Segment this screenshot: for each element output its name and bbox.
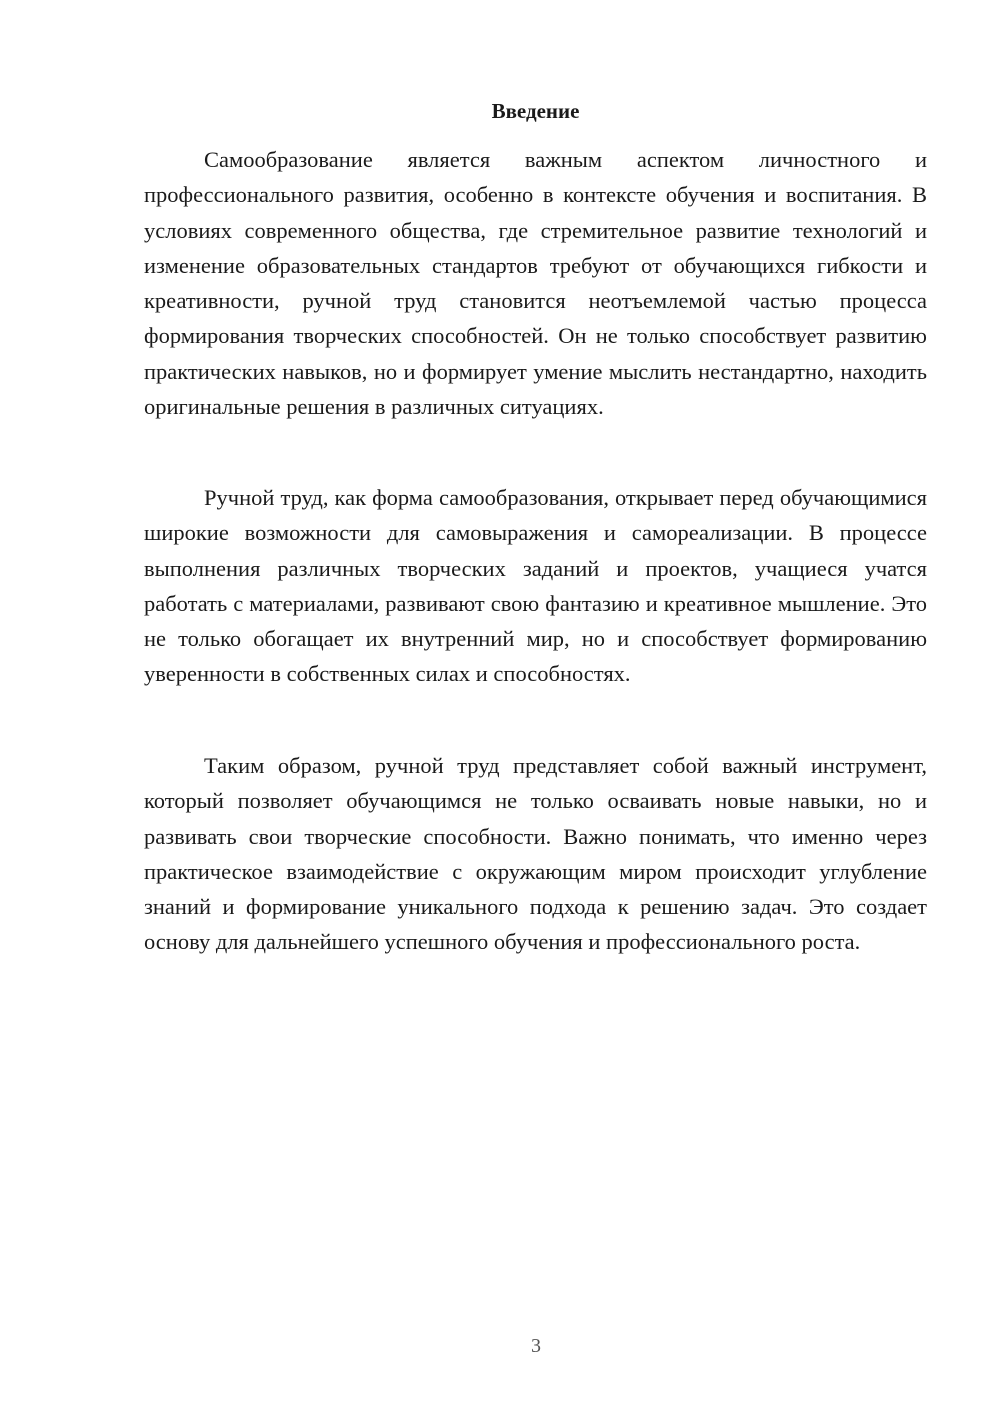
page-title: Введение	[491, 99, 580, 123]
page-number: 3	[531, 1335, 541, 1357]
paragraph-2: Ручной труд, как форма самообразования, открывает перед обучающимися широкие возможности для самовыражения и самореализации. В процессе выполнения различных творческих заданий и проектов, учащиеся учатся работать с материалами, развивают свою фантазию и креативное мышление. Это не только обогащает их внутренний мир, но и способствует формированию уверенности в собственных силах и способностях.	[144, 485, 927, 687]
paragraph-1: Самообразование является важным аспектом личностного и профессионального развития, особенно в контексте обучения и воспитания. В условиях современного общества, где стремительное развитие технологий и изменение образовательных стандартов требуют от обучающихся гибкости и креативности, ручной труд становится неотъемлемой частью процесса формирования творческих способностей. Он не только способствует развитию практических навыков, но и формирует умение мыслить нестандартно, находить оригинальные решения в различных ситуациях.	[144, 147, 927, 420]
paragraph-3: Таким образом, ручной труд представляет собой важный инструмент, который позволяет обучающимся не только осваивать новые навыки, но и развивать свои творческие способности. Важно понимать, что именно через практическое взаимодействие с окружающим миром происходит углубление знаний и формирование уникального подхода к решению задач. Это создает основу для дальнейшего успешного обучения и профессионального роста.	[144, 753, 927, 955]
